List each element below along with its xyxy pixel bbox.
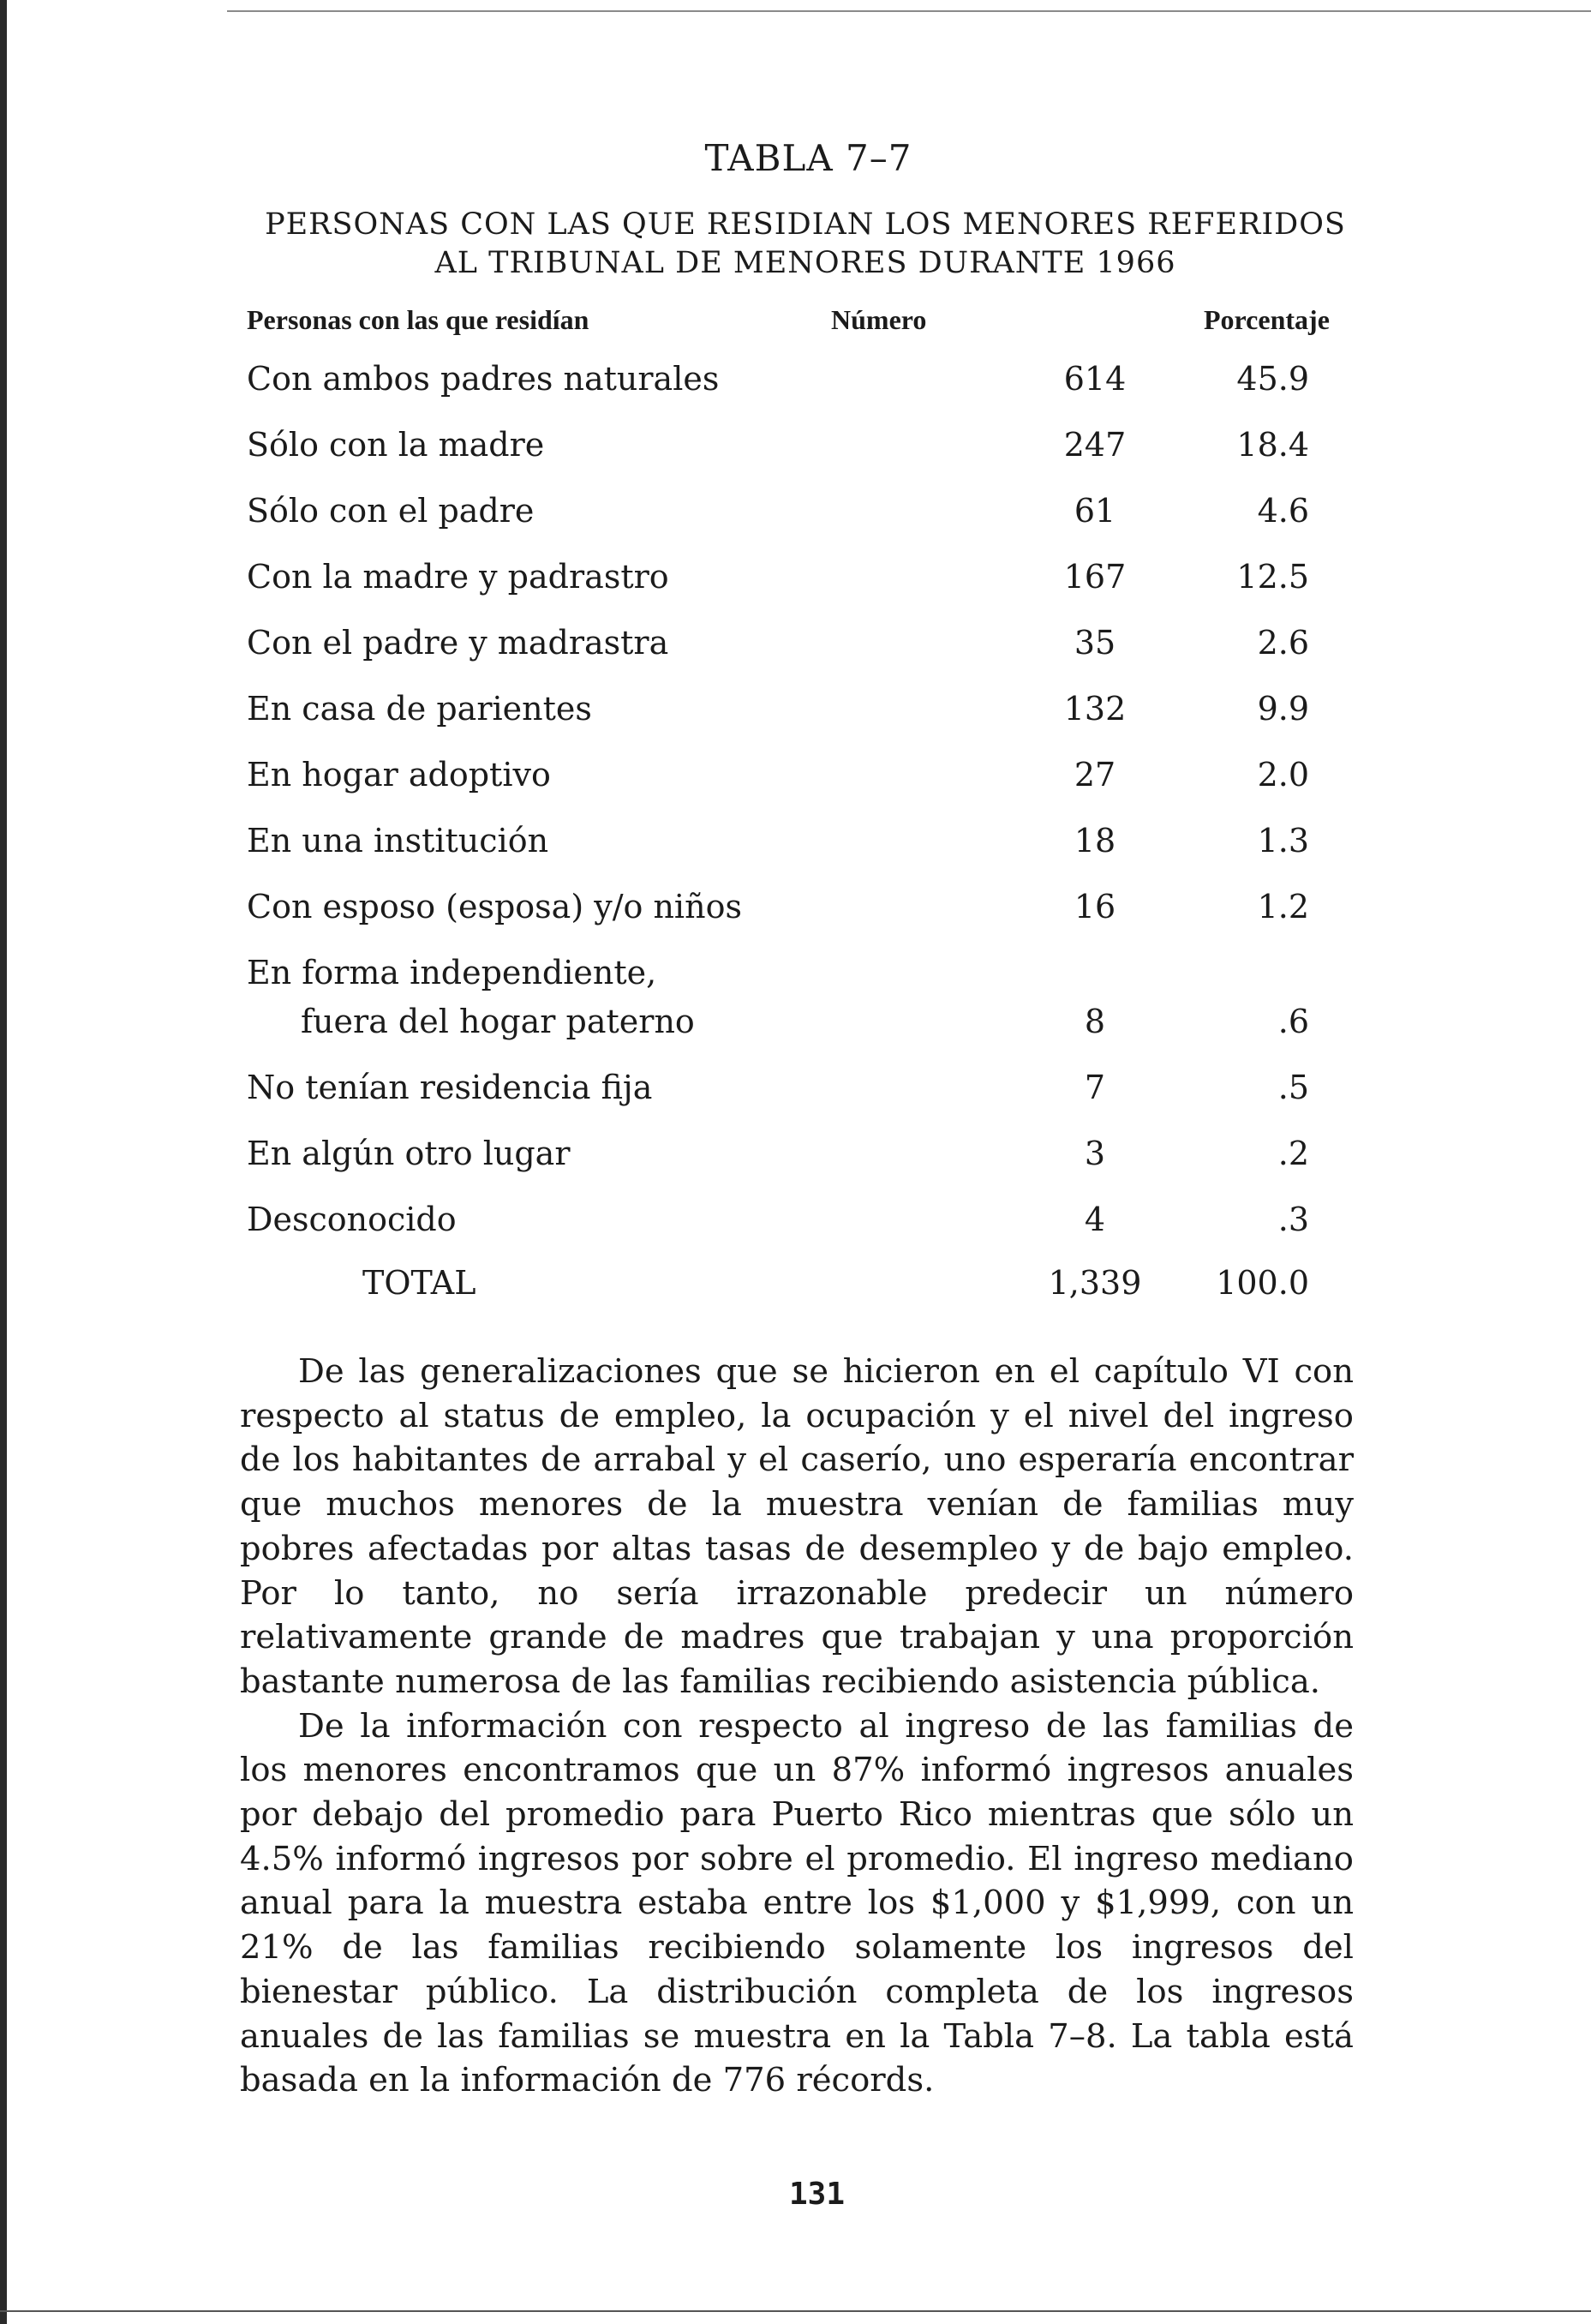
- total-label: TOTAL: [362, 1264, 476, 1302]
- row-label: Sólo con la madre: [247, 426, 545, 464]
- table-title: [248, 206, 1362, 283]
- row-numero: 16: [1074, 888, 1116, 925]
- row-porcentaje: 2.0: [1257, 756, 1309, 794]
- body-text: [240, 1350, 1354, 2103]
- table-row: [247, 1135, 1361, 1186]
- row-label: Con esposo (esposa) y/o niños: [247, 888, 742, 925]
- table-row: [247, 690, 1361, 741]
- row-porcentaje: 4.6: [1257, 492, 1309, 530]
- column-header-porcentaje: Porcentaje: [1204, 304, 1330, 335]
- row-porcentaje: .6: [1277, 1003, 1309, 1040]
- top-rule: [227, 10, 1591, 12]
- row-label: Con ambos padres naturales: [247, 360, 720, 398]
- row-numero: 61: [1074, 492, 1116, 530]
- table-row: [247, 1069, 1361, 1120]
- table-title-line-2: AL TRIBUNAL DE MENORES DURANTE 1966: [434, 246, 1176, 280]
- row-label: Con la madre y padrastro: [247, 558, 669, 596]
- row-porcentaje: .3: [1277, 1201, 1309, 1238]
- paragraph-2: De la información con respecto al ingreso de las familias de los menores encontramos que un 87% informó ingresos anuales por debajo del promedio para Puerto Rico mientras que sólo un 4.5% informó ingresos por sobre el promedio. El ingreso mediano anual para la muestra estaba entre los $1,000 y $1,999, con un 21% de las familias recibiendo solamente los ingresos del bienestar público. La distribución completa de los ingresos anuales de las familias se muestra en la Tabla 7–8. La tabla está basada en la información de 776 récords.: [240, 1706, 1354, 2100]
- row-label-continuation: fuera del hogar paterno: [301, 1003, 695, 1040]
- row-numero: 8: [1084, 1003, 1106, 1040]
- row-porcentaje: 45.9: [1236, 360, 1309, 398]
- page-number: 131: [788, 2177, 846, 2212]
- row-label: Sólo con el padre: [247, 492, 535, 530]
- row-numero: 132: [1063, 690, 1127, 728]
- row-porcentaje: 9.9: [1257, 690, 1309, 728]
- page-left-edge: [0, 0, 7, 2324]
- row-numero: 247: [1063, 426, 1127, 464]
- table-row: [247, 888, 1361, 939]
- table-row: [247, 822, 1361, 873]
- table-row: [247, 1201, 1361, 1252]
- table-row-continuation: [247, 1003, 1361, 1054]
- table-row: [247, 624, 1361, 675]
- column-header-persons: Personas con las que residían: [247, 304, 589, 335]
- table-row: [247, 558, 1361, 609]
- row-numero: 4: [1084, 1201, 1106, 1238]
- row-numero: 614: [1063, 360, 1127, 398]
- bottom-rule: [0, 2310, 1591, 2312]
- column-header-numero: Número: [831, 304, 927, 335]
- row-numero: 18: [1074, 822, 1116, 860]
- table-row: [247, 426, 1361, 477]
- table-total-row: [247, 1264, 1361, 1315]
- row-numero: 35: [1074, 624, 1116, 662]
- paragraph-1: De las generalizaciones que se hicieron en el capítulo VI con respecto al status de empleo, la ocupación y el nivel del ingreso de los habitantes de arrabal y el caserío, uno esperaría encontrar que muchos menores de la muestra venían de familias muy pobres afectadas por altas tasas de desempleo y de bajo empleo. Por lo tanto, no sería irrazonable predecir un número relativamente grande de madres que trabajan y una proporción bastante numerosa de las familias recibiendo asistencia pública.: [240, 1352, 1354, 1701]
- row-porcentaje: 18.4: [1236, 426, 1309, 464]
- row-porcentaje: 2.6: [1257, 624, 1309, 662]
- row-numero: 167: [1063, 558, 1127, 596]
- row-numero: 3: [1084, 1135, 1106, 1172]
- table-row: [247, 360, 1361, 411]
- row-label: En algún otro lugar: [247, 1135, 571, 1172]
- row-porcentaje: 1.2: [1257, 888, 1309, 925]
- total-porcentaje: 100.0: [1216, 1264, 1309, 1302]
- row-label: En una institución: [247, 822, 549, 860]
- row-porcentaje: .2: [1277, 1135, 1309, 1172]
- row-label: En forma independiente,: [247, 954, 657, 991]
- row-numero: 7: [1084, 1069, 1106, 1106]
- row-porcentaje: .5: [1277, 1069, 1309, 1106]
- row-label: Desconocido: [247, 1201, 457, 1238]
- row-label: En casa de parientes: [247, 690, 592, 728]
- table-title-line-1: PERSONAS CON LAS QUE RESIDIAN LOS MENORES REFERIDOS: [265, 207, 1346, 242]
- row-porcentaje: 12.5: [1236, 558, 1309, 596]
- row-porcentaje: 1.3: [1257, 822, 1309, 860]
- row-label: No tenían residencia fija: [247, 1069, 653, 1106]
- table-row: [247, 756, 1361, 807]
- row-label: Con el padre y madrastra: [247, 624, 669, 662]
- row-numero: 27: [1074, 756, 1116, 794]
- total-numero: 1,339: [1048, 1264, 1142, 1302]
- table-number: TABLA 7–7: [704, 137, 912, 179]
- table-row: [247, 492, 1361, 543]
- row-label: En hogar adoptivo: [247, 756, 551, 794]
- table-row: [247, 954, 1361, 1005]
